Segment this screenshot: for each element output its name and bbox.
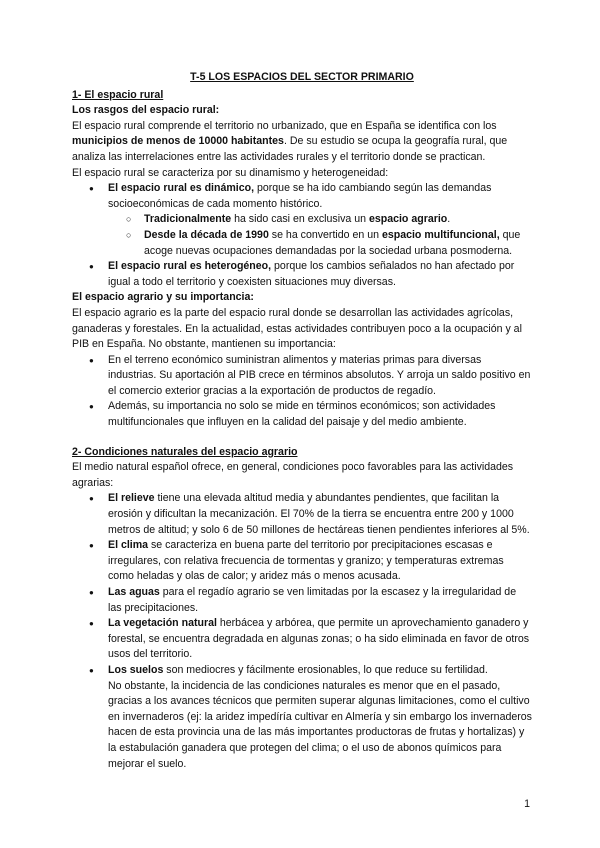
suelos-followup: No obstante, la incidencia de las condiciones naturales es menor que en el pasado, gracias a los avances técnicos que permiten superar algunas limitaciones, como el cultivo en invernaderos (ej: la aridez impedíría cultivar en Almería y sin embargo los invernaderos hacen de esta provincia una de las más importantes productoras de frutas y hortalizas) y la estabulación ganadera que protegen del clima; o el uso de abonos químicos para mejorar el suelo. [108,679,532,770]
list-item: ○ Desde la década de 1990 se ha convertido en un espacio multifuncional, que acoge nuevas ocupaciones demandadas por la sociedad urbana posmoderna. [108,228,532,259]
list-item: ○ Tradicionalmente ha sido casi en exclusiva un espacio agrario. [108,212,532,228]
rasgos-list [72,181,532,290]
dinamico-sublist [72,212,532,259]
section-2-heading: 2- Condiciones naturales del espacio agrario [72,445,298,458]
list-item: ● En el terreno económico suministran alimentos y materias primas para diversas industrias. Su aportación al PIB crece en términos absolutos. Y arroja un saldo positivo en el comercio exterior gracias a la exportación de productos de regadío. [72,353,532,400]
document-page [72,70,532,772]
list-item: ● El clima se caracteriza en buena parte del territorio por precipitaciones escasas e irregulares, con relativa frecuencia de tormentas y granizo; y temperaturas extremas como heladas y olas de calor; y aridez más o menos acusada. [72,538,532,585]
list-item: ● El espacio rural es heterogéneo, porque los cambios señalados no han afectado por igual a todo el territorio y coexisten situaciones muy diversas. [72,259,532,290]
agrario-paragraph: El espacio agrario es la parte del espacio rural donde se desarrollan las actividades agrícolas, ganaderas y forestales. En la actualidad, estas actividades contribuyen poco a la ocupación y al PIB en España. No obstante, mantienen su importancia: [72,306,522,351]
agrario-heading: El espacio agrario y su importancia: [72,291,254,304]
agrario-list [72,353,532,431]
rasgos-intro: El espacio rural comprende el territorio no urbanizado, que en España se identifica con los municipios de menos de 10000 habitantes. De su estudio se ocupa la geografía rural, que analiza las interrelaciones entre las actividades rurales y el territorio donde se practican. [72,119,508,163]
list-item: ● Los suelos son mediocres y fácilmente erosionables, lo que reduce su fertilidad. No obstante, la incidencia de las condiciones naturales es menor que en el pasado, gracias a los avances técnicos que permiten superar algunas limitaciones, como el cultivo en invernaderos (ej: la aridez impedíría cultivar en Almería y sin embargo los invernaderos hacen de esta provincia una de las más importantes productoras de frutas y hortalizas) y la estabulación ganadera que protegen del clima; o el uso de abonos químicos para mejorar el suelo. [72,663,532,772]
list-item: ● Además, su importancia no solo se mide en términos económicos; son actividades multifuncionales que influyen en la calidad del paisaje y del medio ambiente. [72,399,532,430]
rasgos-heading: Los rasgos del espacio rural: [72,104,220,117]
page-title: T-5 LOS ESPACIOS DEL SECTOR PRIMARIO [190,71,414,83]
condiciones-intro: El medio natural español ofrece, en general, condiciones poco favorables para las actividades agrarias: [72,461,514,489]
rasgos-intro-2: El espacio rural se caracteriza por su dinamismo y heterogeneidad: [72,166,389,179]
list-item: ● La vegetación natural herbácea y arbórea, que permite un aprovechamiento ganadero y forestal, se encuentra degradada en algunas zonas; o ha sido eliminada en favor de otros usos del territorio. [72,616,532,663]
list-item: ● Las aguas para el regadío agrario se ven limitadas por la escasez y la irregularidad de las precipitaciones. [72,585,532,616]
list-item: ● El relieve tiene una elevada altitud media y abundantes pendientes, que facilitan la erosión y dificultan la mecanización. El 70% de la tierra se encuentra entre 200 y 1000 metros de altitud; y solo 6 de 50 millones de hectáreas tienen pendientes inferiores al 5%. [72,491,532,538]
section-1-heading: 1- El espacio rural [72,88,164,101]
list-item: ● El espacio rural es dinámico, porque se ha ido cambiando según las demandas socioeconómicas de cada momento histórico. ○ Tradicionalmente ha sido casi en exclusiva un espacio agrario. ○ Desde la década de 1990 se ha convertido en un espacio multifuncional, que acoge nuevas ocupaciones demandadas por la sociedad urbana posmoderna. [72,181,532,259]
page-number: 1 [524,798,530,810]
condiciones-list [72,491,532,772]
